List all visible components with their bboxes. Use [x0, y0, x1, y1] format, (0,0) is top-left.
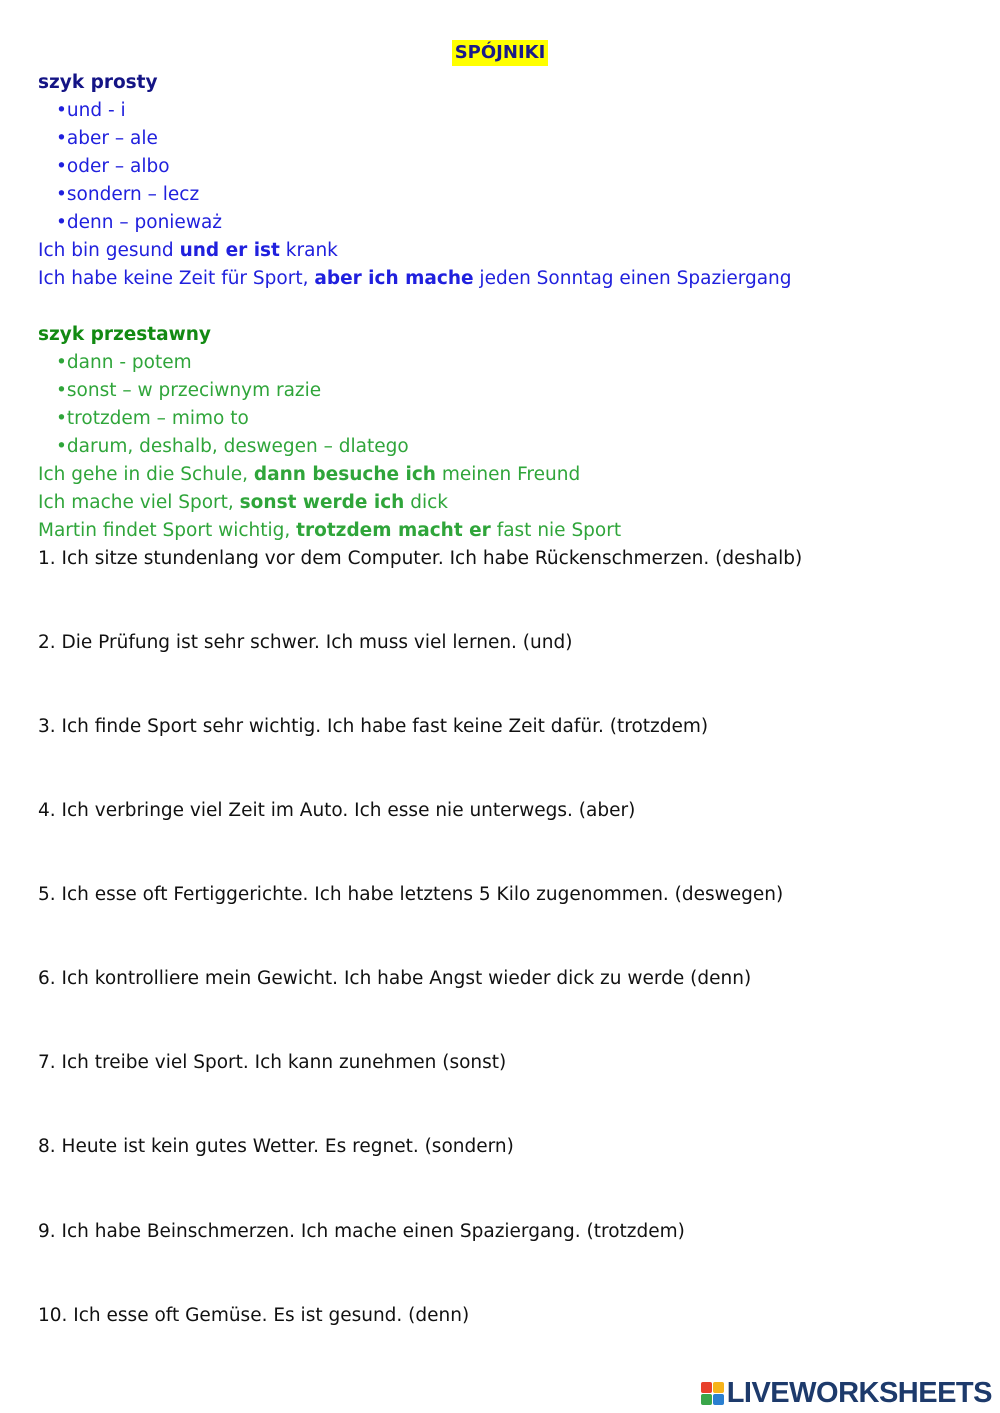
- simple-item: und - i: [66, 100, 126, 121]
- logo-block: [701, 1394, 712, 1405]
- inverted-item: darum, deshalb, deswegen – dlatego: [66, 436, 409, 457]
- exercise-8: 8. Heute ist kein gutes Wetter. Es regnet. (sondern): [38, 1136, 514, 1157]
- liveworksheets-logo[interactable]: [701, 1378, 992, 1408]
- simple-example-1: Ich bin gesund und er ist krank: [38, 240, 338, 261]
- logo-block: [713, 1394, 724, 1405]
- logo-block: [701, 1382, 712, 1393]
- conjunction-highlight: dann besuche ich: [253, 464, 436, 485]
- inverted-item: sonst – w przeciwnym razie: [66, 380, 322, 401]
- simple-item: aber – ale: [66, 128, 158, 149]
- exercise-2: 2. Die Prüfung ist sehr schwer. Ich muss viel lernen. (und): [38, 632, 573, 653]
- inverted-item: trotzdem – mimo to: [66, 408, 249, 429]
- exercise-5: 5. Ich esse oft Fertiggerichte. Ich habe letztens 5 Kilo zugenommen. (deswegen): [38, 884, 784, 905]
- conjunction-highlight: aber ich mache: [314, 268, 474, 289]
- simple-item: sondern – lecz: [66, 184, 200, 205]
- simple-order-heading: szyk prosty: [38, 72, 158, 93]
- exercise-1: 1. Ich sitze stundenlang vor dem Computer. Ich habe Rückenschmerzen. (deshalb): [38, 548, 803, 569]
- inverted-example-2: Ich mache viel Sport, sonst werde ich dick: [38, 492, 448, 513]
- title-container: [0, 40, 1000, 66]
- exercise-4: 4. Ich verbringe viel Zeit im Auto. Ich esse nie unterwegs. (aber): [38, 800, 636, 821]
- conjunction-highlight: sonst werde ich: [239, 492, 405, 513]
- exercise-7: 7. Ich treibe viel Sport. Ich kann zunehmen (sonst): [38, 1052, 507, 1073]
- exercise-6: 6. Ich kontrolliere mein Gewicht. Ich habe Angst wieder dick zu werde (denn): [38, 968, 752, 989]
- conjunction-highlight: und er ist: [179, 240, 280, 261]
- conjunction-highlight: trotzdem macht er: [296, 520, 491, 541]
- page-title: SPÓJNIKI: [452, 40, 549, 66]
- logo-blocks-icon: [701, 1382, 724, 1405]
- inverted-example-3: Martin findet Sport wichtig, trotzdem macht er fast nie Sport: [38, 520, 622, 541]
- simple-item: denn – ponieważ: [66, 212, 222, 233]
- simple-item: oder – albo: [66, 156, 170, 177]
- inverted-example-1: Ich gehe in die Schule, dann besuche ich meinen Freund: [38, 464, 581, 485]
- exercise-9: 9. Ich habe Beinschmerzen. Ich mache einen Spaziergang. (trotzdem): [38, 1221, 685, 1242]
- exercise-10: 10. Ich esse oft Gemüse. Es ist gesund. (denn): [38, 1305, 470, 1326]
- logo-block: [713, 1382, 724, 1393]
- simple-example-2: Ich habe keine Zeit für Sport, aber ich mache jeden Sonntag einen Spaziergang: [38, 268, 792, 289]
- inverted-order-heading: szyk przestawny: [38, 324, 211, 345]
- exercise-3: 3. Ich finde Sport sehr wichtig. Ich habe fast keine Zeit dafür. (trotzdem): [38, 716, 709, 737]
- logo-text: LIVEWORKSHEETS: [726, 1376, 992, 1409]
- inverted-item: dann - potem: [66, 352, 192, 373]
